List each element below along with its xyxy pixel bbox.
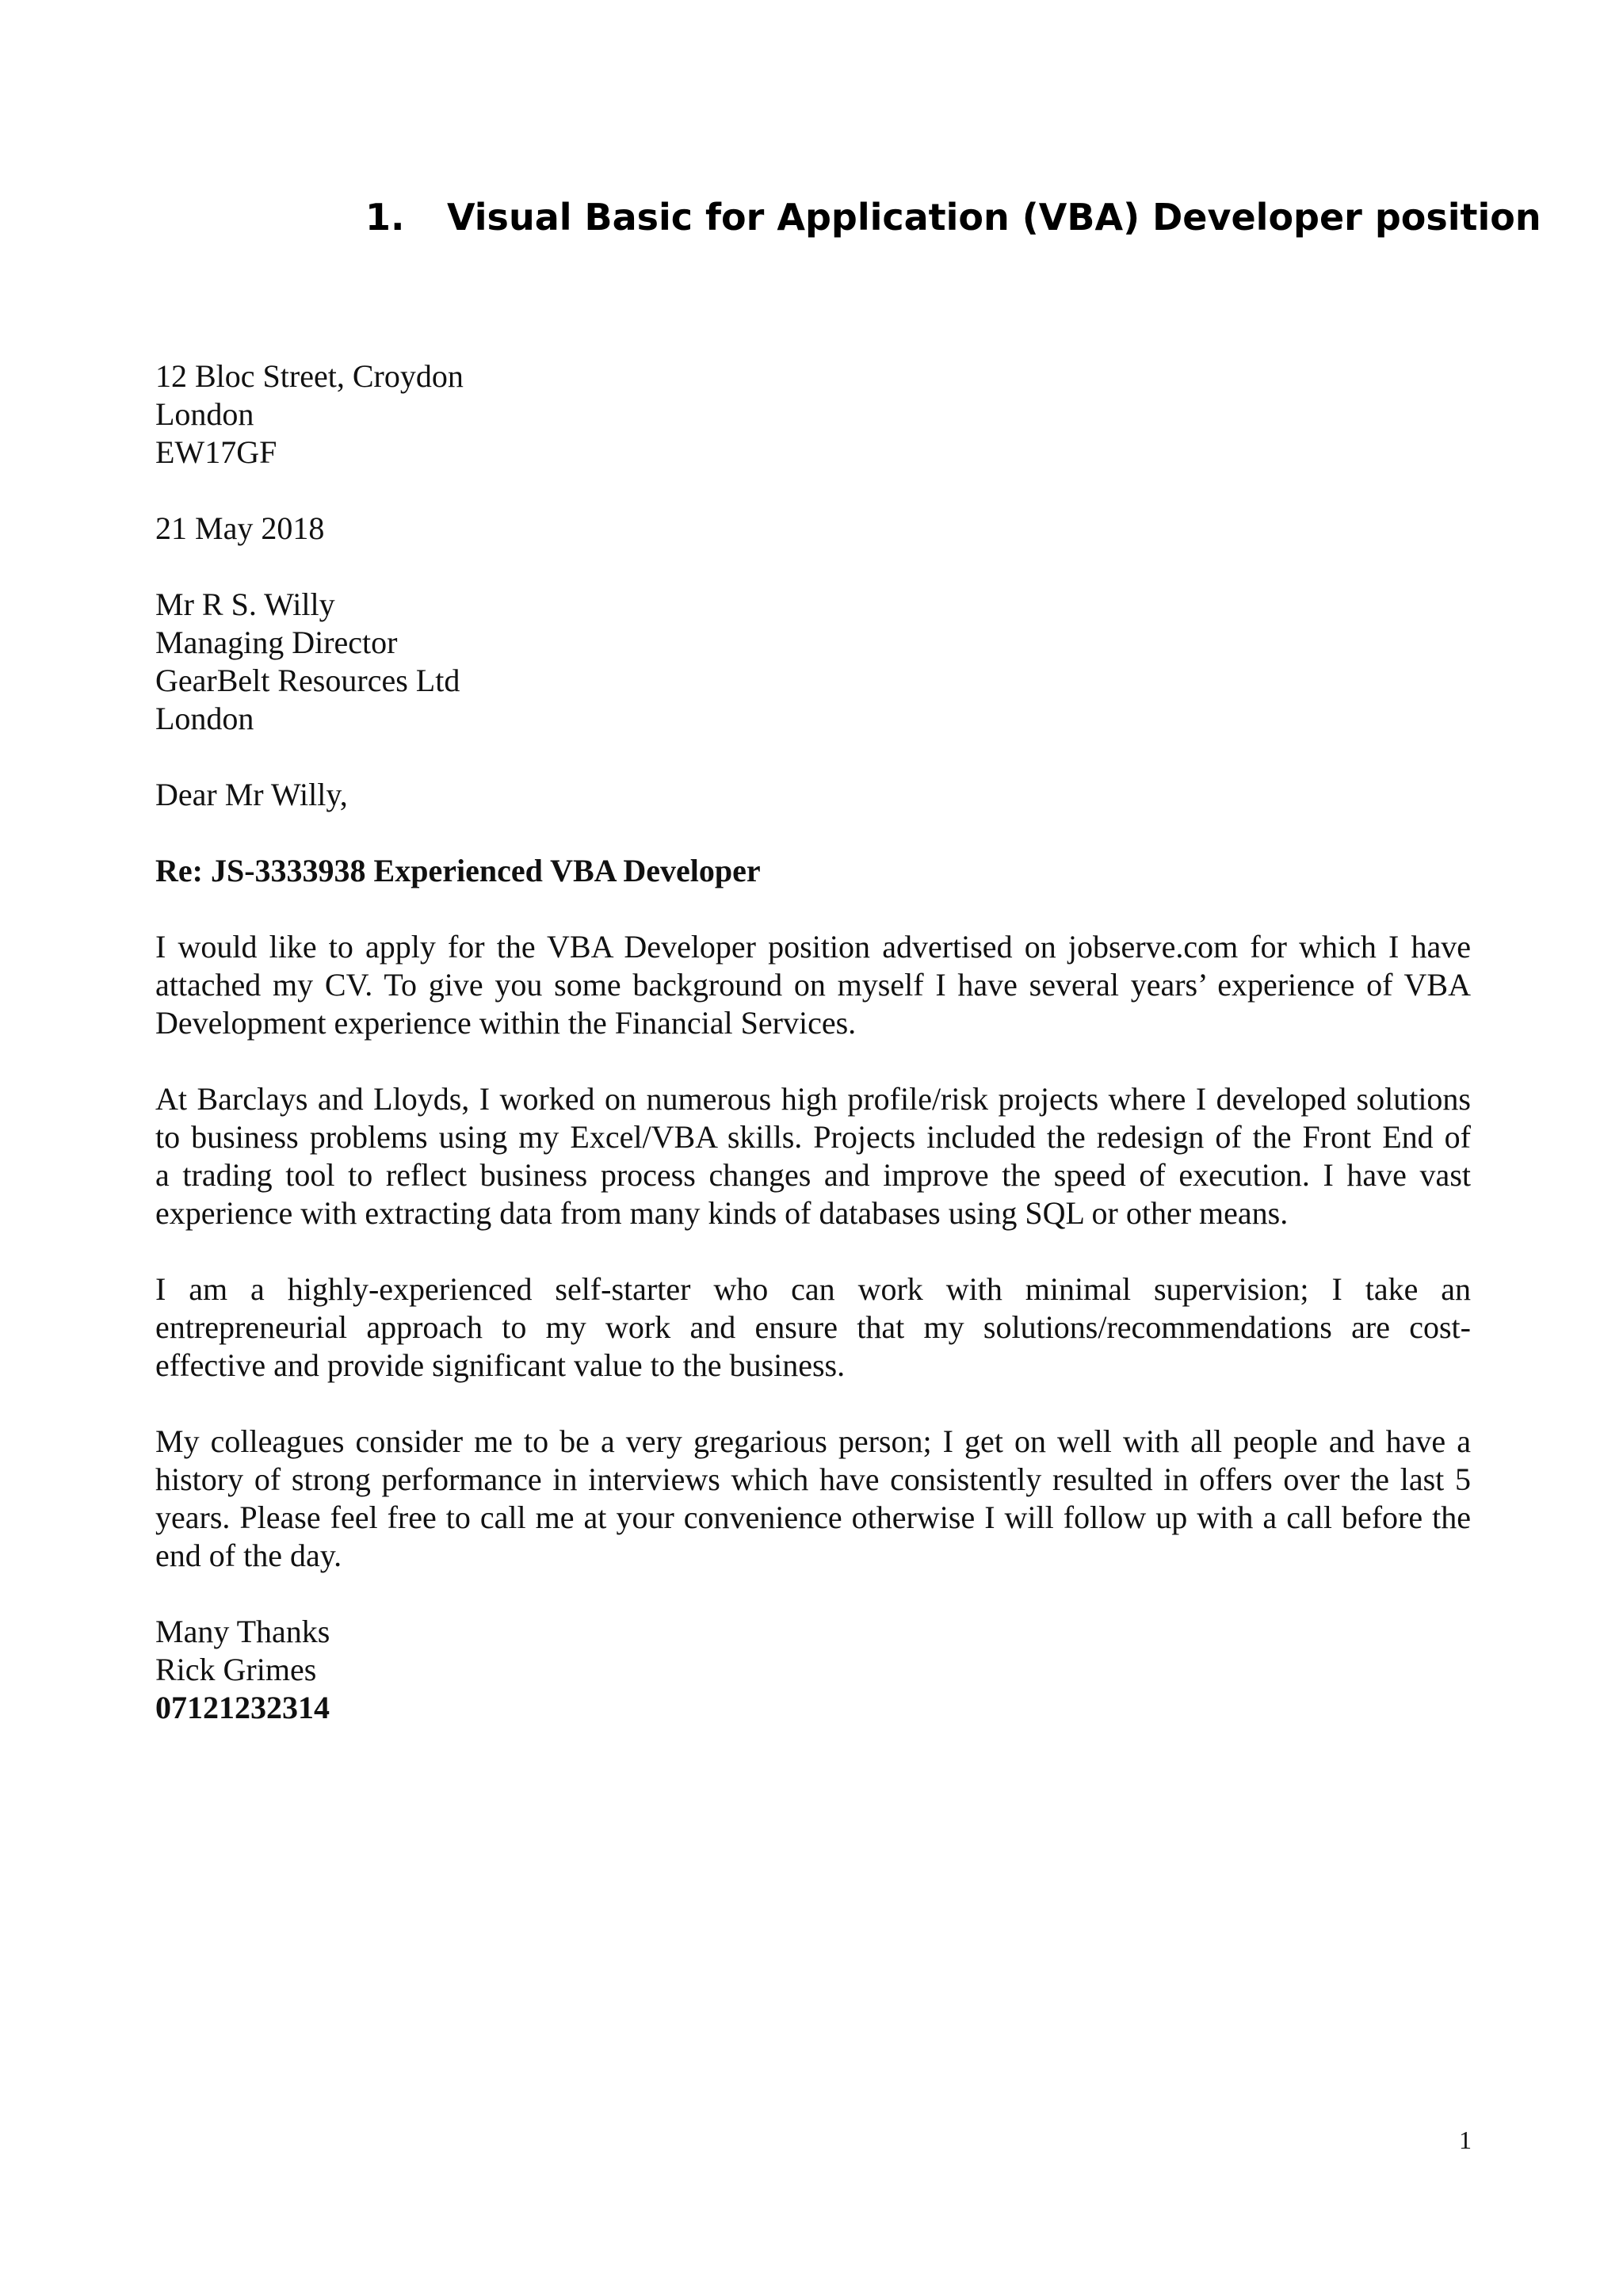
address-line: 12 Bloc Street, Croydon	[155, 358, 464, 394]
paragraph-line: to business problems using my Excel/VBA skills. Projects included the redesign of the Front End of	[155, 1119, 1471, 1155]
paragraph-line: I am a highly-experienced self-starter who can work with minimal supervision; I take an	[155, 1271, 1471, 1307]
heading-number: 1.	[365, 196, 405, 239]
signoff-text: Many Thanks	[155, 1614, 330, 1649]
heading-title: Visual Basic for Application (VBA) Developer position	[447, 196, 1541, 239]
paragraph-line: attached my CV. To give you some background on myself I have several years’ experience of VBA	[155, 967, 1471, 1003]
document-heading	[365, 193, 1541, 242]
paragraph-line: effective and provide significant value to the business.	[155, 1347, 846, 1383]
paragraph-line: history of strong performance in interviews which have consistently resulted in offers over the last 5	[155, 1461, 1471, 1497]
subject-text: Re: JS-3333938 Experienced VBA Developer	[155, 853, 761, 888]
paragraph-line: At Barclays and Lloyds, I worked on numerous high profile/risk projects where I developed solutions	[155, 1081, 1471, 1117]
salutation-text: Dear Mr Willy,	[155, 777, 348, 812]
signer-name: Rick Grimes	[155, 1652, 317, 1687]
date-text: 21 May 2018	[155, 510, 325, 546]
paragraph-line: end of the day.	[155, 1538, 342, 1573]
body-paragraph	[155, 928, 1471, 1042]
address-line: London	[155, 396, 254, 432]
salutation	[155, 776, 1471, 814]
paragraph-line: My colleagues consider me to be a very gregarious person; I get on well with all people and have a	[155, 1423, 1471, 1459]
subject-line	[155, 852, 1471, 890]
address-line: EW17GF	[155, 434, 277, 470]
paragraph-line: entrepreneurial approach to my work and ensure that my solutions/recommendations are cost-	[155, 1309, 1471, 1345]
recipient-line: London	[155, 701, 254, 736]
recipient-line: Mr R S. Willy	[155, 586, 335, 622]
letter-body	[155, 357, 1471, 1765]
paragraph-line: experience with extracting data from many kinds of databases using SQL or other means.	[155, 1195, 1289, 1231]
body-paragraph	[155, 1080, 1471, 1232]
phone-number: 07121232314	[155, 1690, 330, 1725]
recipient-line: GearBelt Resources Ltd	[155, 663, 460, 698]
page-number: 1	[1459, 2126, 1472, 2154]
recipient-address	[155, 586, 1471, 738]
paragraph-line: a trading tool to reflect business process changes and improve the speed of execution. I have vast	[155, 1157, 1471, 1193]
closing-block	[155, 1613, 1471, 1727]
paragraph-line: Development experience within the Financial Services.	[155, 1005, 857, 1041]
paragraph-line: I would like to apply for the VBA Developer position advertised on jobserve.com for which I have	[155, 929, 1471, 965]
paragraph-line: years. Please feel free to call me at your convenience otherwise I will follow up with a call before the	[155, 1499, 1471, 1535]
body-paragraph	[155, 1423, 1471, 1575]
sender-address	[155, 357, 1471, 472]
letter-date	[155, 510, 1471, 548]
recipient-line: Managing Director	[155, 625, 398, 660]
body-paragraph	[155, 1270, 1471, 1385]
